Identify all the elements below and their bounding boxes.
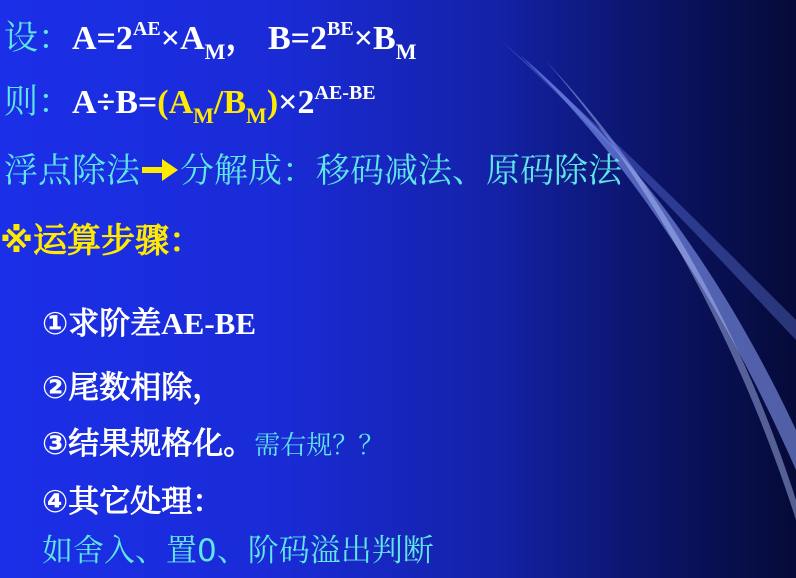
- paren-close: ): [266, 84, 279, 121]
- a-times: ×A: [160, 20, 205, 57]
- step-3-note: 需右规？？: [254, 431, 385, 461]
- decomposition-text: 分解成：移码减法、原码除法: [180, 151, 622, 191]
- label-let: 设：: [4, 18, 72, 58]
- b-eq: B=2: [267, 20, 327, 57]
- step-3: [42, 418, 384, 463]
- bm-subscript: M: [246, 103, 267, 128]
- exponent-diff: AE-BE: [314, 82, 376, 104]
- light-ray-1: [520, 55, 796, 470]
- decomposition-line: [4, 143, 622, 192]
- a-exponent: AE: [132, 18, 161, 40]
- formula-division: [4, 74, 376, 128]
- step-1: [42, 298, 256, 343]
- bm-base: /B: [213, 84, 247, 121]
- float-division-label: 浮点除法: [4, 151, 140, 191]
- am-subscript: M: [193, 103, 214, 128]
- a-subscript: M: [204, 39, 226, 64]
- separator: ，: [225, 20, 260, 57]
- step-3-text: ③结果规格化。: [42, 426, 255, 462]
- b-subscript: M: [395, 39, 417, 64]
- step-4-detail: 如舍入、置0、阶码溢出判断: [42, 533, 434, 569]
- mantissa-ratio: [157, 84, 279, 128]
- times-two: ×2: [278, 84, 315, 121]
- step-4: ④其它处理：: [42, 484, 224, 520]
- step-2: ②尾数相除，: [42, 370, 224, 406]
- b-exponent: BE: [327, 18, 354, 40]
- formula-definition: [4, 10, 417, 64]
- division-lhs: A÷B=: [72, 84, 158, 121]
- step-1-code: AE-BE: [161, 306, 256, 341]
- steps-heading: ※运算步骤：: [0, 221, 204, 261]
- a-eq: A=2: [72, 20, 133, 57]
- b-times: ×B: [353, 20, 396, 57]
- label-then: 则：: [4, 82, 72, 122]
- right-arrow-icon: [140, 155, 180, 185]
- step-1-label: ①求阶差: [42, 306, 162, 342]
- exponent-term: [278, 84, 376, 121]
- am-base: (A: [157, 84, 194, 121]
- a-expression: [72, 18, 417, 64]
